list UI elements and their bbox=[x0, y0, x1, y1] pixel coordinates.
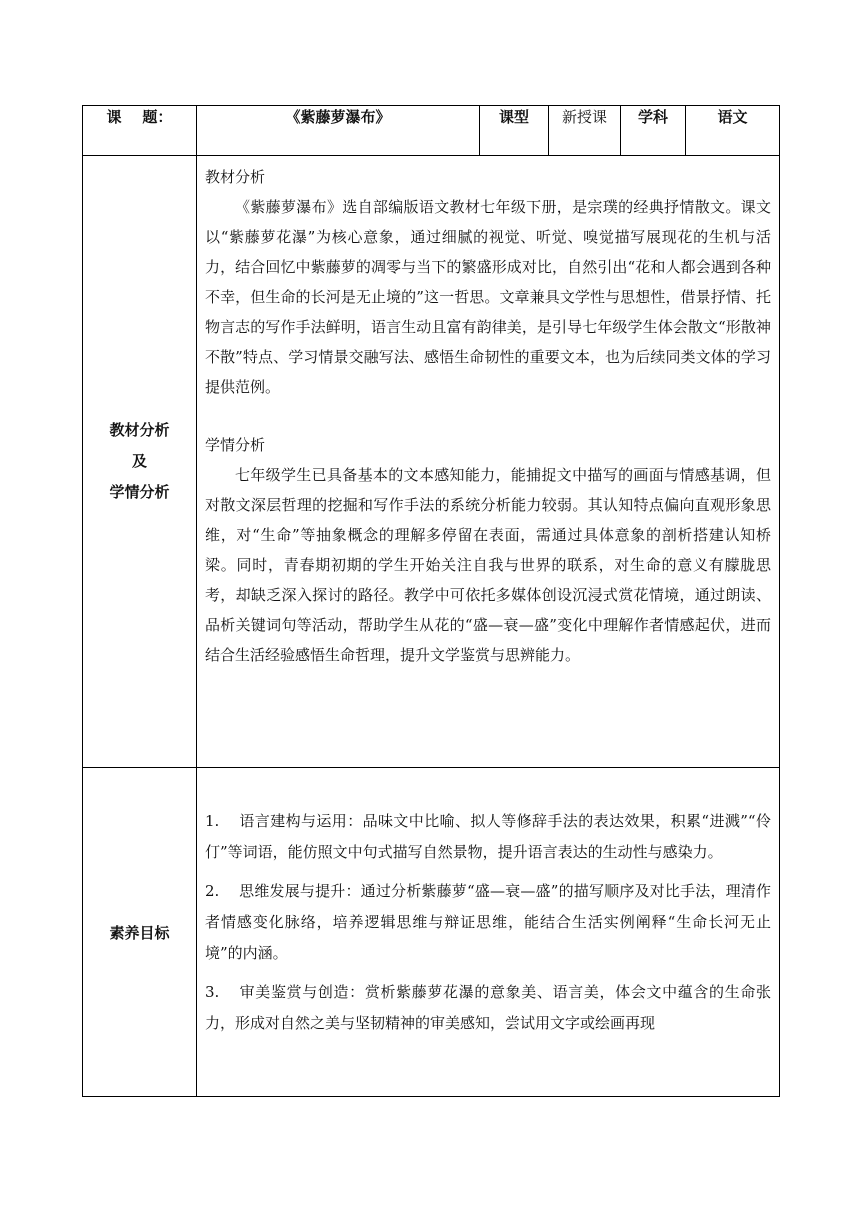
analysis-row bbox=[83, 156, 780, 768]
material-analysis-text: 《紫藤萝瀑布》选自部编版语文教材七年级下册，是宗璞的经典抒情散文。课文以“紫藤萝花瀑”为核心意象，通过细腻的视觉、听觉、嗅觉描写展现花的生机与活力，结合回忆中紫藤萝的凋零与当下的繁盛形成对比，自然引出“花和人都会遇到各种不幸，但生命的长河是无止境的”这一哲思。文章兼具文学性与思想性，借景抒情、托物言志的写作手法鲜明，语言生动且富有韵律美，是引导七年级学生体会散文“形散神不散”特点、学习情景交融写法、感悟生命韧性的重要文本，也为后续同类文体的学习提供范例。 bbox=[205, 198, 771, 396]
material-analysis-title: 教材分析 bbox=[205, 168, 266, 186]
goal-text: 思维发展与提升：通过分析紫藤萝“盛—衰—盛”的描写顺序及对比手法，理清作者情感变化脉络，培养逻辑思维与辩证思维，能结合生活实例阐释“生命长河无止境”的内涵。 bbox=[205, 882, 771, 962]
student-analysis-text: 七年级学生已具备基本的文本感知能力，能捕捉文中描写的画面与情感基调，但对散文深层哲理的挖掘和写作手法的系统分析能力较弱。其认知特点偏向直观形象思维，对“生命”等抽象概念的理解多停留在表面，需通过具体意象的剖析搭建认知桥梁。同时，青春期初期的学生开始关注自我与世界的联系，对生命的意义有朦胧思考，却缺乏深入探讨的路径。教学中可依托多媒体创设沉浸式赏花情境，通过朗读、品析关键词句等活动，帮助学生从花的“盛—衰—盛”变化中理解作者情感起伏，进而结合生活经验感悟生命哲理，提升文学鉴赏与思辨能力。 bbox=[205, 466, 771, 664]
goal-item bbox=[205, 977, 771, 1039]
goals-content bbox=[197, 768, 780, 1097]
goal-number: 3. bbox=[205, 983, 220, 1001]
goal-text: 语言建构与运用：品味文中比喻、拟人等修辞手法的表达效果，积累“进溅”“伶仃”等词语，能仿照文中句式描写自然景物，提升语言表达的生动性与感染力。 bbox=[205, 812, 771, 861]
topic-value: 《紫藤萝瀑布》 bbox=[197, 106, 480, 156]
goal-item bbox=[205, 806, 771, 868]
header-row bbox=[83, 106, 780, 156]
analysis-label-line2: 及 bbox=[131, 452, 147, 470]
goal-text: 审美鉴赏与创造：赏析紫藤萝花瀑的意象美、语言美，体会文中蕴含的生命张力，形成对自然之美与坚韧精神的审美感知，尝试用文字或绘画再现 bbox=[205, 983, 771, 1032]
subject-label: 学科 bbox=[621, 106, 686, 156]
goals-row-label: 素养目标 bbox=[83, 768, 197, 1097]
section-spacer bbox=[205, 402, 771, 430]
analysis-content bbox=[197, 156, 780, 768]
goal-item bbox=[205, 876, 771, 969]
goal-number: 1. bbox=[205, 812, 220, 830]
goal-number: 2. bbox=[205, 882, 220, 900]
analysis-label-line3: 学情分析 bbox=[109, 483, 170, 501]
type-value: 新授课 bbox=[549, 106, 621, 156]
subject-value: 语文 bbox=[686, 106, 780, 156]
lesson-plan-table bbox=[82, 105, 780, 1097]
goals-row bbox=[83, 768, 780, 1097]
type-label: 课型 bbox=[480, 106, 549, 156]
analysis-row-label bbox=[83, 156, 197, 768]
analysis-label-line1: 教材分析 bbox=[109, 421, 170, 439]
topic-label: 课 题： bbox=[83, 106, 197, 156]
student-analysis-title: 学情分析 bbox=[205, 436, 266, 454]
